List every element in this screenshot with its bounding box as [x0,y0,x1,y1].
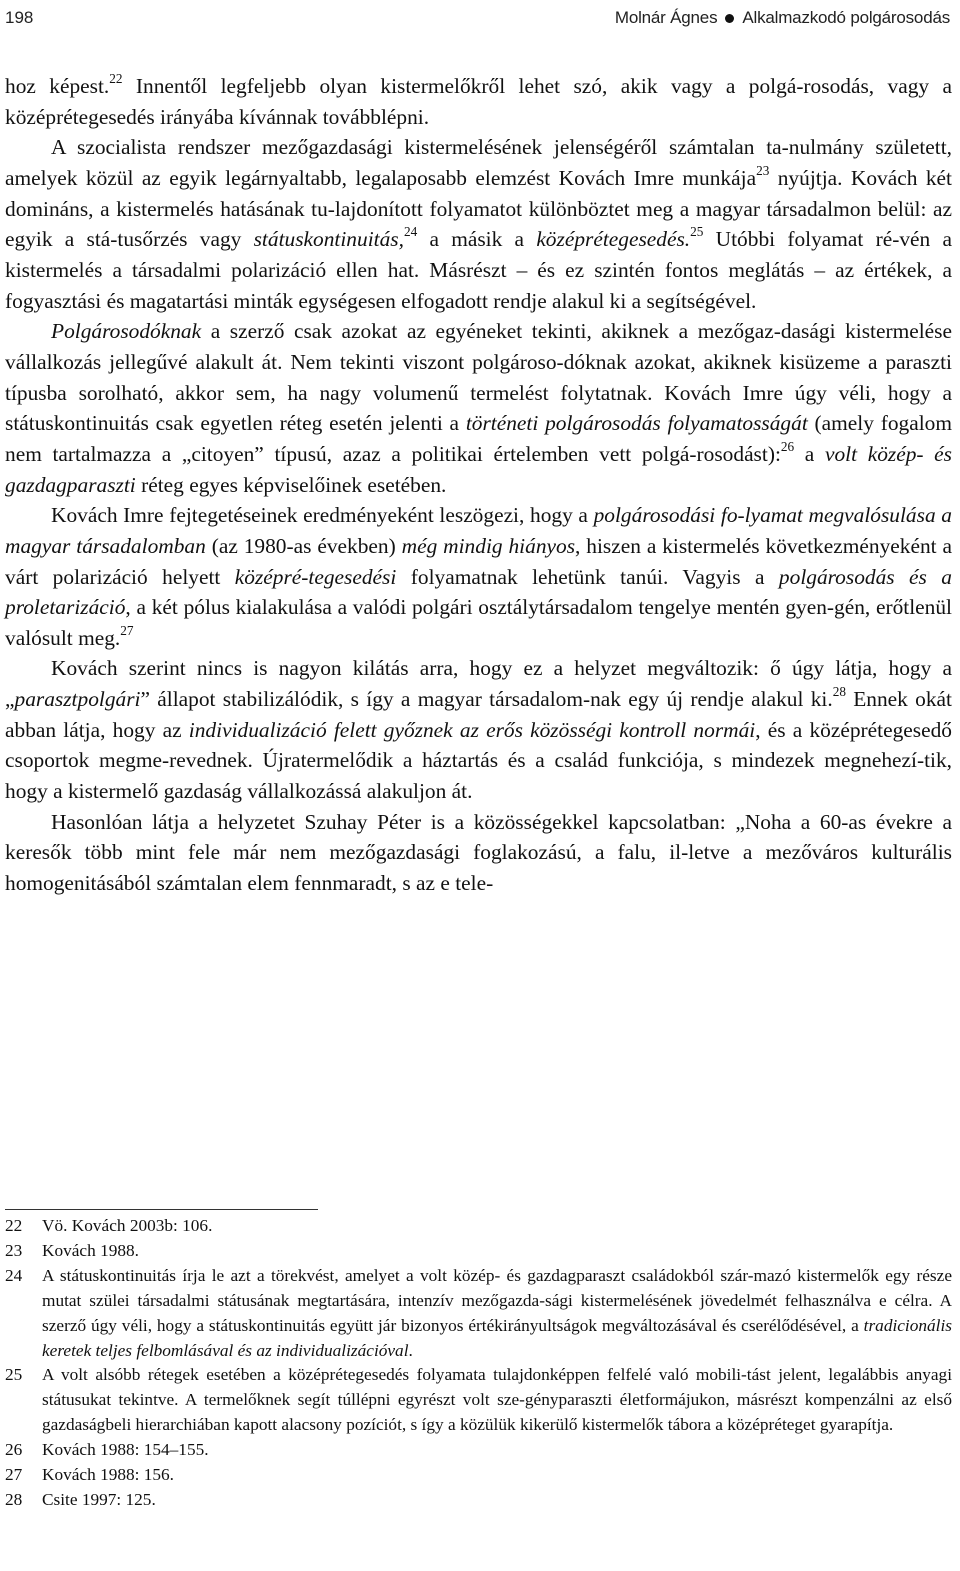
footnote-23: 23 Kovách 1988. [5,1240,139,1260]
footnote-ref-23[interactable]: 23 [756,162,770,178]
footnote-22: 22 Vö. Kovách 2003b: 106. [5,1216,213,1235]
footnote-ref-28[interactable]: 28 [832,684,846,700]
paragraph-6: Hasonlóan látja a helyzetet Szuhay Péter is a közösségekkel kapcsolatban: „Noha a 60-as évekre a keresők több mint fele már nem mezőgazdasági foglakozású, a falu, il-letve a mezőváros kulturális homogenitásából számtalan elem fennmaradt, s az e tele- [5,809,952,896]
footnote-27: 27 Kovách 1988: 156. [5,1465,174,1485]
running-header [5,5,950,31]
bullet-separator-icon [725,14,734,23]
paragraph-5: Kovách szerint nincs is nagyon kilátás arra, hogy ez a helyzet megváltozik: ő úgy látja, hogy a „parasztpolgári” állapot stabilizálódik, s így a magyar társadalom-nak egy új rendje alakul ki.$^{28}$ Ennek okát abban látja, hogy az individualizáció felett győznek az erős közösségi kontroll normái, és a középrétegesedő csoportok megme-revednek. Újratermelődik a háztartás és a család funkciója, s mindezek megnehezí-tik, hogy a kistermelő gazdaság vállalkozássá alakuljon át. [5,656,953,804]
footnote-ref-26[interactable]: 26 [780,438,795,454]
running-title [615,8,950,28]
footnote-separator [5,1209,318,1210]
book-title: Alkalmazkodó polgárosodás [742,8,950,27]
footnote-24: 24 A státuskontinuitás írja le azt a törekvést, amelyet a volt közép- és gazdagparaszt családokból szár-mazó kistermelők egy része mutat szülei társadalmi státusának megtartására, intenzív mezőgazda-sági kistermelésének jövedelmét felhasználva e célra. A szerző úgy véli, hogy a státuskontinuitás együtt jár bizonyos értékirányultságok megváltozásával és cserélődésével, a tradicionális keretek teljes felbomlásával és az individualizációval. [5,1265,952,1360]
footnote-28: 28 Csite 1997: 125. [5,1489,156,1509]
paragraph-4: Kovách Imre fejtegetéseinek eredményeként leszögezi, hogy a polgárosodási fo-lyamat megvalósulása a magyar társadalomban (az 1980-as években) még mindig hiányos, hiszen a kistermelés következményeként a várt polarizáció helyett középré-tegesedési folyamatnak lehetünk tanúi. Vagyis a polgárosodás és a proletarizáció, a két pólus kialakulása a valódi polgári osztálytársadalom tengelye mentén gyen-gén, erőtlenül valósult meg.$^{27}$ [5,503,952,650]
footnote-ref-25[interactable]: 25 [690,224,704,240]
footnote-26: 26 Kovách 1988: 154–155. [5,1440,209,1460]
footnotes [5,1214,952,1513]
paragraph-3: Polgárosodóknak a szerző csak azokat az egyéneket tekinti, akiknek a mezőgaz-dasági kistermelése vállalkozás jellegűvé alakult át. Nem tekinti viszont polgároso-dóknak azokat, akiknek kisüzeme a paraszti típusba sorolható, akkor sem, ha nagy volumenű termelést folytatnak. Kovách Imre úgy véli, hogy a státuskontinuitás csak egyetlen réteg esetén jelenti a történeti polgárosodás folyamatosságát (amely fogalom nem tartalmazza a „citoyen” típusú, azaz a politikai értelemben vett polgá-rosodást):$^{26}$ a volt közép- és gazdagparaszti réteg egyes képviselőinek esetében. [5,319,953,497]
paragraph-1: hoz képest.$^{22}$ Innentől legfeljebb olyan kistermelőkről lehet szó, akik vagy a polgá-rosodás, vagy a középrétegesedés irányába kívánnak továbblépni. [5,70,952,129]
paragraph-2: A szocialista rendszer mezőgazdasági kistermelésének jelenségéről számtalan ta-nulmány született, amelyek közül az egyik legárnyaltabb, legalaposabb elemzést Kovách Imre munkája$^{23}$ nyújtja. Kovách két domináns, a kistermelés hatásának tu-lajdonított folyamatot különböztet meg a magyar társadalmon belül: az egyik a stá-tusőrzés vagy státuskontinuitás,$^{24}$ a másik a középrétegesedés.$^{25}$ Utóbbi folyamat ré-vén a kistermelés a társadalmi polarizáció ellen hat. Másrészt – és ez szintén fontos meglátás – az értékek, a fogyasztási és magatartási minták egységesen elfogadott rendje alakul ki a segítségével. [5,135,952,313]
main-text [5,71,952,899]
footnote-ref-24[interactable]: 24 [403,224,418,240]
author-name: Molnár Ágnes [614,8,718,27]
footnote-ref-22[interactable]: 22 [109,70,123,86]
footnote-ref-27[interactable]: 27 [120,622,134,638]
page-number: 198 [5,8,34,27]
footnote-25: 25 A volt alsóbb rétegek esetében a középrétegesedés folyamata tulajdonképpen felfelé való mobili-tást jelent, legalábbis anyagi státusukat tekintve. A termelőknek segít túllépni egyrészt volt sze-gényparaszti életformájukon, másrészt kompenzálni az első gazdaságbeli hierarchiában kapott alacsony pozíciót, s így a közülük kikerülő kistermelők tábora a középréteget gyarapítja. [5,1365,952,1435]
